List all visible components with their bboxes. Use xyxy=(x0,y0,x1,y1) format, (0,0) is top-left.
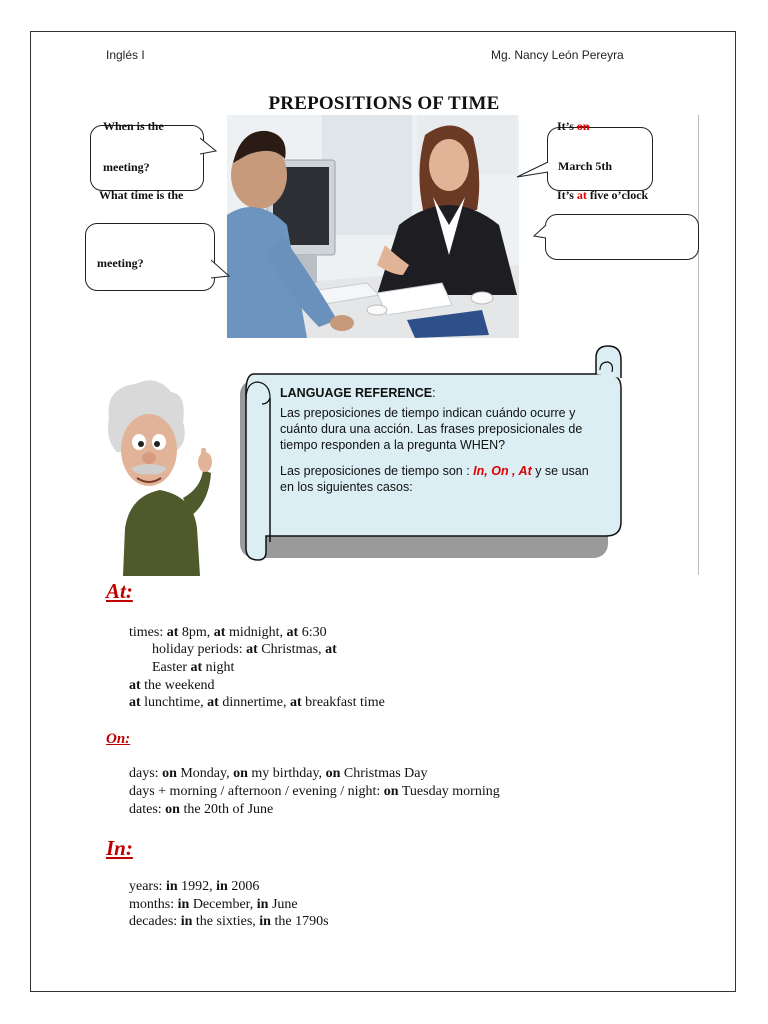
einstein-cartoon xyxy=(105,378,217,576)
on-line-2: days + morning / afternoon / evening / night: on Tuesday morning xyxy=(129,784,500,799)
at-line-2: holiday periods: at Christmas, at xyxy=(152,642,337,657)
at-line-3: Easter at night xyxy=(152,660,235,675)
answer-2-rest: five o’clock xyxy=(589,188,649,202)
reference-paragraph-1: Las preposiciones de tiempo indican cuándo ocurre y cuánto dura una acción. Las frases preposicionales de tiempo responden a la pregunta WHEN? xyxy=(280,406,583,452)
at-line-4: at the weekend xyxy=(129,678,215,693)
bubble-tail-2 xyxy=(211,258,231,280)
in-line-3: decades: in the sixties, in the 1790s xyxy=(129,914,329,929)
reference-heading-text: LANGUAGE REFERENCE xyxy=(280,386,433,400)
reference-paragraph-2 xyxy=(280,463,604,495)
reference-p2-start: Las preposiciones de tiempo son : xyxy=(280,464,474,478)
section-title-in: In: xyxy=(106,836,133,860)
bubble-tail-3 xyxy=(516,160,549,182)
section-title-on: On: xyxy=(106,731,131,747)
answer-1-prefix: It’s xyxy=(557,119,574,133)
at-line-5: at lunchtime, at dinnertime, at breakfast time xyxy=(129,695,385,710)
question-1-line-1: When is the xyxy=(103,119,164,133)
in-line-1: years: in 1992, in 2006 xyxy=(129,879,260,894)
reference-heading xyxy=(280,385,436,401)
scroll-banner xyxy=(236,342,628,564)
answer-2-line xyxy=(557,188,648,203)
section-title-at: At: xyxy=(106,579,133,603)
on-line-3: dates: on the 20th of June xyxy=(129,802,274,817)
answer-1-line-2: March 5th xyxy=(558,159,613,173)
author-name: Mg. Nancy León Pereyra xyxy=(491,48,624,62)
question-2-line-1: What time is the xyxy=(99,188,184,202)
in-line-2: months: in December, in June xyxy=(129,897,298,912)
answer-2-preposition: at xyxy=(576,188,587,202)
bubble-tail-4 xyxy=(533,224,547,240)
reference-heading-colon: : xyxy=(432,386,436,400)
question-1-line-2: meeting? xyxy=(103,160,150,174)
bubble-tail-1 xyxy=(200,135,218,157)
course-name: Inglés I xyxy=(106,48,145,62)
question-2-line-2: meeting? xyxy=(97,256,144,270)
question-bubble-1 xyxy=(90,125,204,191)
at-line-1: times: at 8pm, at midnight, at 6:30 xyxy=(129,625,327,640)
answer-1-preposition: on xyxy=(576,119,590,133)
page-title: PREPOSITIONS OF TIME xyxy=(268,93,500,114)
margin-line xyxy=(698,115,699,575)
reference-p2-prepositions: In, On , At xyxy=(473,464,532,478)
answer-2-prefix: It’s xyxy=(557,188,574,202)
answer-bubble-2 xyxy=(545,214,699,260)
reference-p2-end: y se usan en los siguientes casos: xyxy=(280,464,589,494)
meeting-photo xyxy=(227,115,519,338)
answer-1-line-1 xyxy=(557,119,590,134)
on-line-1: days: on Monday, on my birthday, on Christmas Day xyxy=(129,766,428,781)
